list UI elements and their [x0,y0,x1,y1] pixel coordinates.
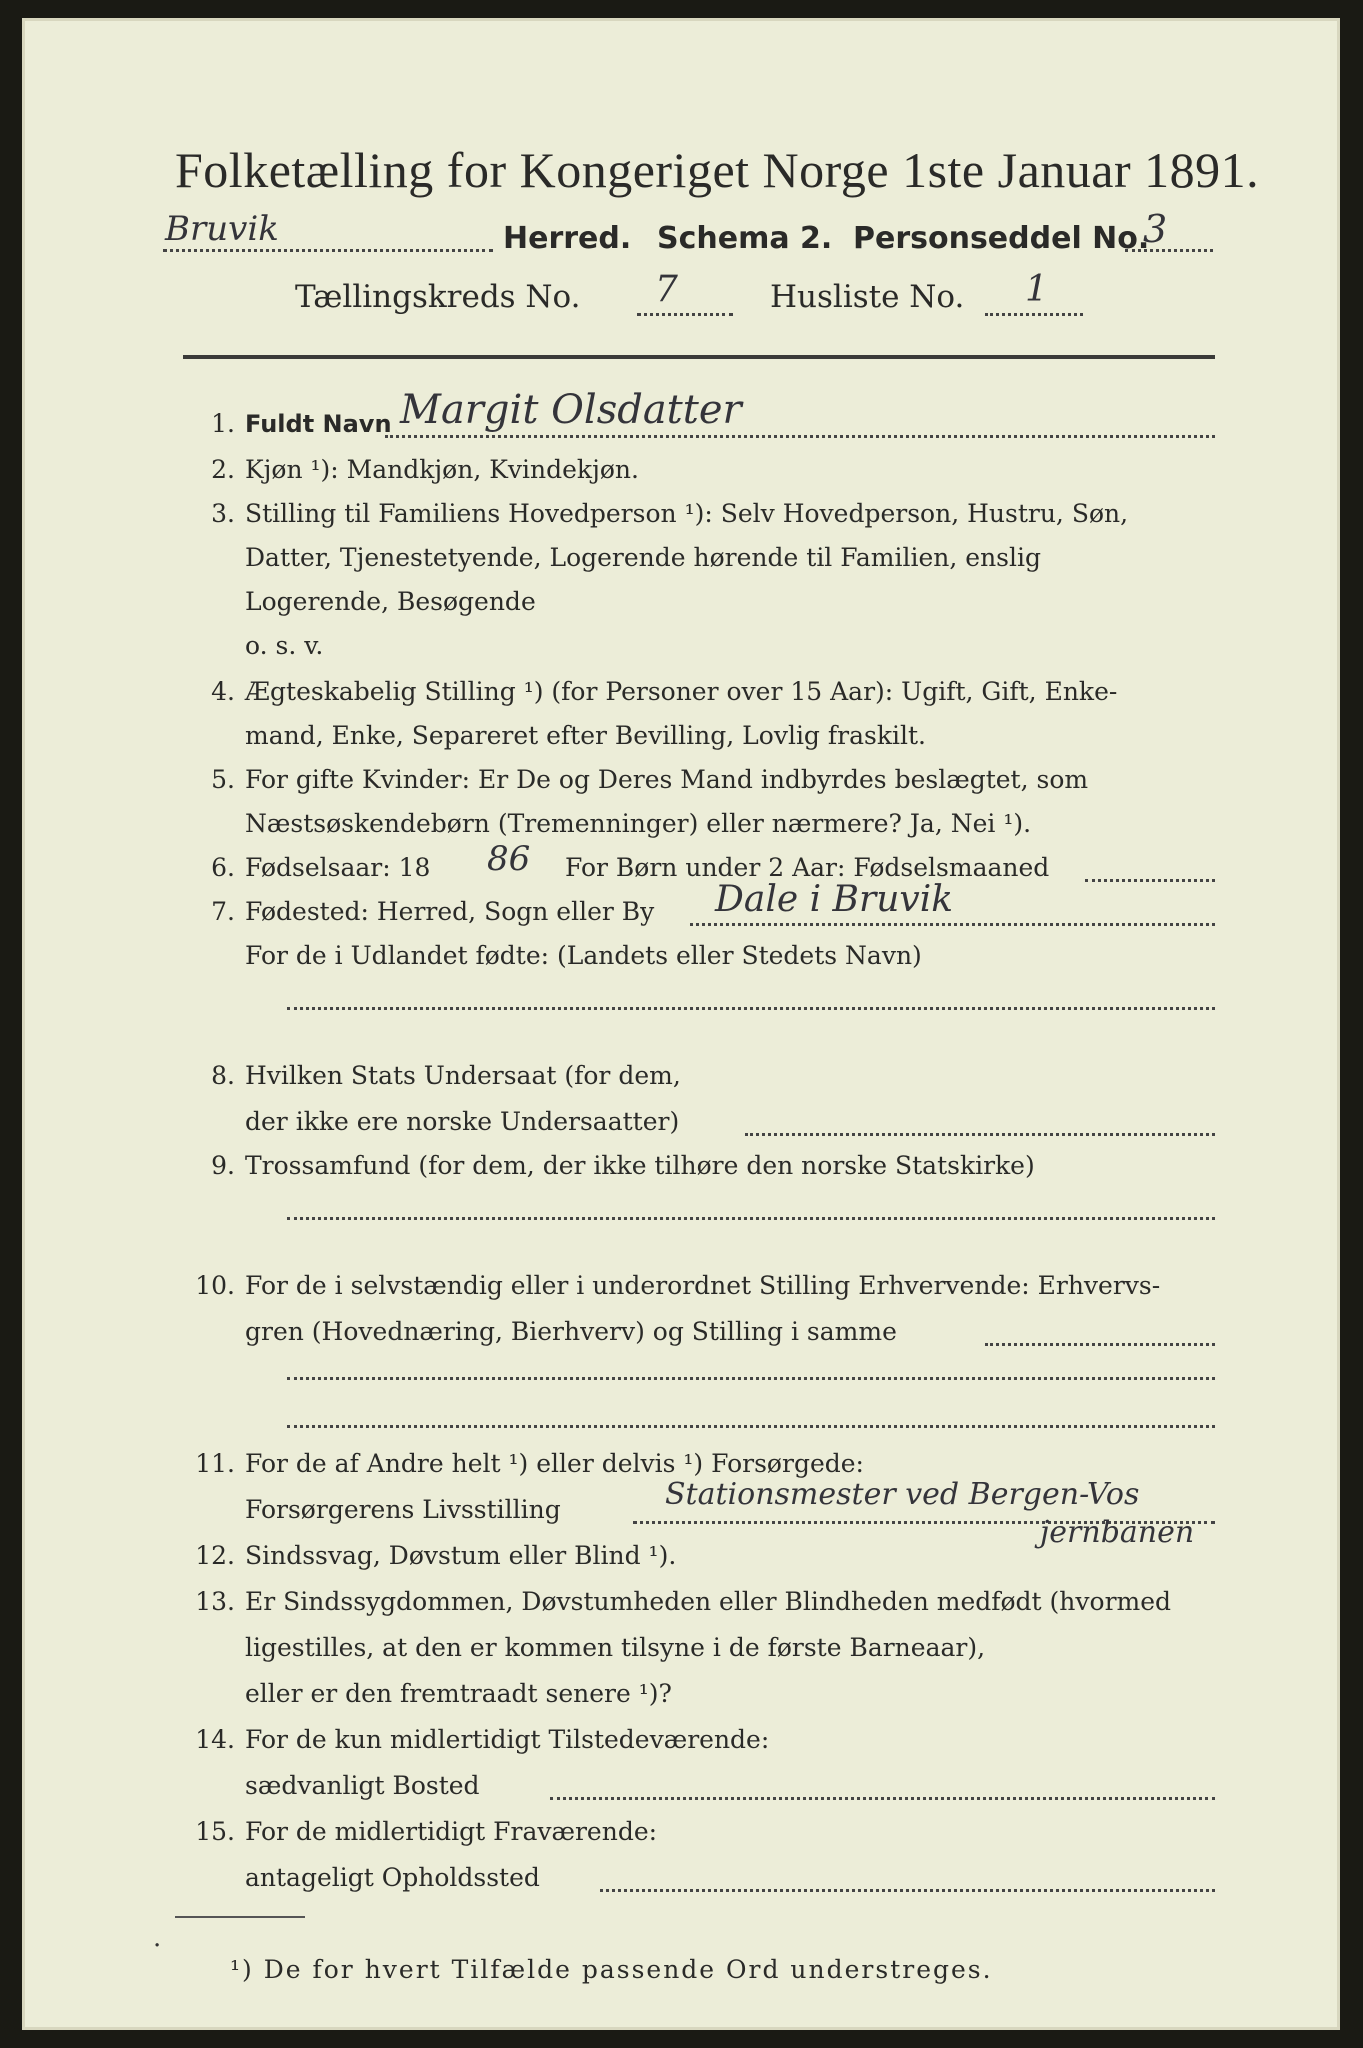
footnote: ¹) De for hvert Tilfælde passende Ord understreges. [230,1955,993,1984]
handwritten-birth-year: 86 [487,839,531,879]
abode-dotted-line [600,1889,1215,1892]
birthplace-dotted-line [690,923,1215,926]
item-15-line-1: For de midlertidigt Fraværende: [245,1817,658,1846]
header-rule [183,355,1215,359]
handwritten-name: Margit Olsdatter [400,387,742,433]
handwritten-provider-line-2: jernbanen [1040,1515,1195,1550]
form-title: Folketælling for Kongeriget Norge 1ste Januar 1891. [175,142,1260,198]
census-form-sheet [22,18,1340,2030]
footnote-rule [175,1916,305,1918]
item-13-line-3: eller er den fremtraadt senere ¹)? [245,1679,672,1708]
item-2-text: Kjøn ¹): Mandkjøn, Kvindekjøn. [245,455,639,484]
kreds-dotted-line [637,313,733,316]
item-7-line-2: For de i Udlandet fødte: (Landets eller Stedets Navn) [245,941,922,970]
herred-label: Herred. [503,221,632,256]
handwritten-personseddel-no: 3 [1143,207,1168,251]
stray-mark: · [153,1931,162,1961]
item-10-line-1: For de i selvstændig eller i underordnet Stilling Erhvervende: Erhvervs- [245,1271,1161,1300]
item-3-line-3: Logerende, Besøgende [245,587,536,616]
item-number: 14. [195,1725,235,1754]
personseddel-dotted-line [1125,249,1213,252]
item-14-line-2: sædvanligt Bosted [245,1771,480,1800]
item-number: 4. [211,677,235,706]
item-6-birth-month-label: For Børn under 2 Aar: Fødselsmaaned [565,853,1050,882]
handwritten-provider-line-1: Stationsmester ved Bergen-Vos [665,1477,1140,1512]
personseddel-label: Personseddel No. [853,221,1150,256]
occupation-dotted-line-3 [287,1425,1215,1428]
item-number: 1. [211,409,235,438]
item-5-line-1: For gifte Kvinder: Er De og Deres Mand indbyrdes beslægtet, som [245,765,1089,794]
item-number: 12. [195,1541,235,1570]
item-4-line-2: mand, Enke, Separeret efter Bevilling, Lovlig fraskilt. [245,721,926,750]
item-8-line-1: Hvilken Stats Undersaat (for dem, [245,1061,681,1090]
item-11-line-1: For de af Andre helt ¹) eller delvis ¹) Forsørgede: [245,1449,864,1478]
item-number: 7. [211,897,235,926]
item-3-line-2: Datter, Tjenestetyende, Logerende hørende til Familien, enslig [245,543,1042,572]
birth-month-dotted-line [1085,879,1215,882]
item-6-birth-year-label: Fødselsaar: 18 [245,853,431,882]
item-number: 13. [195,1587,235,1616]
item-number: 10. [195,1271,235,1300]
occupation-dotted-line-1 [985,1343,1215,1346]
item-12-text: Sindssvag, Døvstum eller Blind ¹). [245,1541,677,1570]
item-7-line-1: Fødested: Herred, Sogn eller By [245,897,655,926]
handwritten-husliste-no: 1 [1025,269,1048,310]
husliste-dotted-line [985,313,1083,316]
item-number: 15. [195,1817,235,1846]
item-4-line-1: Ægteskabelig Stilling ¹) (for Personer over 15 Aar): Ugift, Gift, Enke- [245,677,1118,706]
item-3-line-4: o. s. v. [245,631,324,660]
item-number: 6. [211,853,235,882]
handwritten-kreds-no: 7 [655,269,678,310]
citizenship-dotted-line [745,1133,1215,1136]
handwritten-herred: Bruvik [165,209,279,249]
item-number: 9. [211,1151,235,1180]
item-5-line-2: Næstsøskendebørn (Tremenninger) eller nærmere? Ja, Nei ¹). [245,809,1032,838]
husliste-label: Husliste No. [770,279,965,315]
handwritten-birthplace: Dale i Bruvik [715,879,954,920]
item-11-line-2: Forsørgerens Livsstilling [245,1495,561,1524]
item-9-text: Trossamfund (for dem, der ikke tilhøre den norske Statskirke) [245,1151,1035,1180]
religion-dotted-line [287,1217,1215,1220]
item-number: 2. [211,455,235,484]
abroad-dotted-line [287,1007,1215,1010]
kreds-label: Tællingskreds No. [295,279,581,315]
item-number: 3. [211,499,235,528]
occupation-dotted-line-2 [287,1377,1215,1380]
item-14-line-1: For de kun midlertidigt Tilstedeværende: [245,1725,770,1754]
herred-dotted-line [163,249,493,252]
item-1-label: Fuldt Navn [245,410,392,438]
item-8-line-2: der ikke ere norske Undersaatter) [245,1107,680,1136]
item-3-line-1: Stilling til Familiens Hovedperson ¹): Selv Hovedperson, Hustru, Søn, [245,499,1129,528]
item-13-line-1: Er Sindssygdommen, Døvstumheden eller Blindheden medfødt (hvormed [245,1587,1172,1616]
schema-label: Schema 2. [657,221,833,256]
item-15-line-2: antageligt Opholdssted [245,1863,540,1892]
item-number: 8. [211,1061,235,1090]
name-dotted-line [385,435,1215,438]
residence-dotted-line [550,1797,1215,1800]
item-number: 5. [211,765,235,794]
item-10-line-2: gren (Hovednæring, Bierhverv) og Stilling i samme [245,1317,897,1346]
item-number: 11. [195,1449,235,1478]
item-13-line-2: ligestilles, at den er kommen tilsyne i de første Barneaar), [245,1633,986,1662]
